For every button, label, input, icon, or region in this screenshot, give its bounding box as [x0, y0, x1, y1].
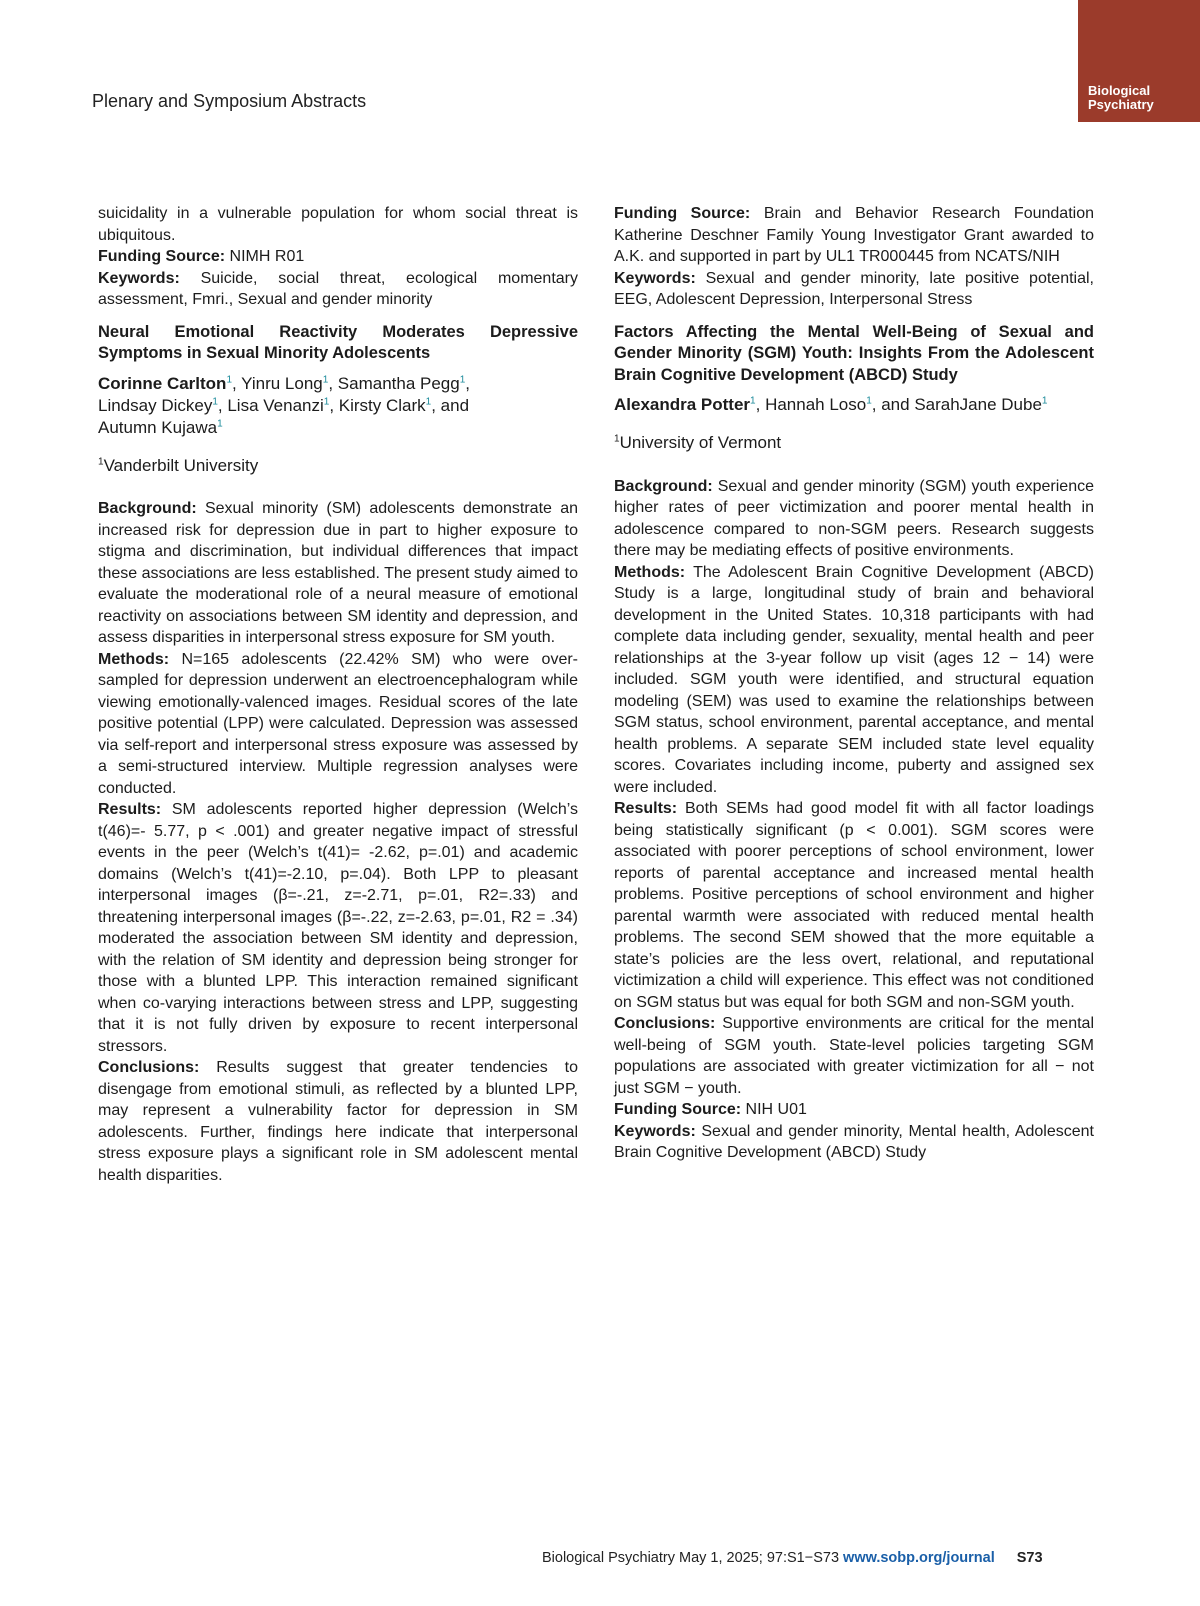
journal-logo-line1: Biological	[1088, 83, 1151, 98]
abstract-title: Factors Affecting the Mental Well-Being of Sexual and Gender Minority (SGM) Youth: Insights From the Adolescent Brain Cognitive Development (ABCD) Study	[614, 322, 1094, 384]
author-affiliation-sup: 1	[750, 395, 756, 407]
affiliation-name: University of Vermont	[619, 433, 782, 452]
keywords-text: Suicide, social threat, ecological momentary assessment, Fmri., Sexual and gender minority	[98, 269, 578, 308]
background-label: Background:	[98, 500, 197, 517]
results-text: Both SEMs had good model fit with all factor loadings being statistically significant (p < 0.001). SGM scores were associated with poorer perceptions of school environment, lower reports of parental acceptance and increased mental health problems. Positive perceptions of school environment and higher parental warmth were associated with reduced mental health problems. The second SEM showed that the more equitable a state’s policies are the less overt, relational, and reputational victimization a child will experience. This effect was not conditioned on SGM status but was equal for both SGM and non-SGM youth.	[614, 800, 1094, 1011]
author-name: Kirsty Clark	[338, 395, 426, 415]
keywords-label: Keywords:	[614, 269, 696, 287]
results-section	[614, 798, 1094, 1013]
author-separator: , and	[871, 395, 915, 414]
author-separator: ,	[232, 373, 242, 393]
journal-url-link[interactable]: www.sobp.org/journal	[843, 1550, 995, 1566]
conclusions-section	[98, 1057, 578, 1186]
author-separator: , and	[431, 395, 470, 415]
footer-citation: Biological Psychiatry May 1, 2025; 97:S1−S73	[542, 1550, 844, 1566]
author-affiliation-sup: 1	[459, 373, 466, 385]
page-footer	[542, 1550, 1043, 1566]
author-name: Lisa Venanzi	[227, 395, 324, 415]
author-name: Yinru Long	[241, 373, 323, 393]
continued-paragraph: suicidality in a vulnerable population for whom social threat is ubiquitous.	[98, 205, 578, 244]
keywords-text: Sexual and gender minority, late positive potential, EEG, Adolescent Depression, Interpersonal Stress	[614, 269, 1094, 308]
author-affiliation-sup: 1	[322, 373, 329, 385]
funding-text: NIMH R01	[225, 248, 305, 265]
conclusions-label: Conclusions:	[614, 1015, 716, 1032]
affiliation-sup: 1	[98, 455, 104, 467]
methods-section	[614, 562, 1094, 799]
results-section	[98, 799, 578, 1057]
methods-label: Methods:	[614, 563, 686, 581]
journal-logo-line2: Psychiatry	[1088, 97, 1154, 112]
keywords-label: Keywords:	[98, 269, 180, 287]
affiliation-sup: 1	[614, 433, 620, 445]
keywords-label: Keywords:	[614, 1122, 696, 1140]
author-separator: ,	[328, 373, 338, 393]
methods-section	[98, 649, 578, 800]
author-name: Corinne Carlton	[98, 373, 227, 393]
background-text: Sexual and gender minority (SGM) youth experience higher rates of peer victimization and poorer mental health in adolescence compared to non-SGM peers. Research suggests there may be mediating effects of positive environments.	[614, 477, 1094, 559]
results-label: Results:	[98, 801, 162, 818]
conclusions-text: Supportive environments are critical for the mental well-being of SGM youth. State-level policies targeting SGM populations are associated with greater victimization for all − not just SGM − youth.	[614, 1015, 1094, 1097]
page-number: S73	[1016, 1550, 1043, 1566]
background-section	[98, 498, 578, 649]
background-section	[614, 476, 1094, 562]
conclusions-label: Conclusions:	[98, 1059, 200, 1076]
author-affiliation-sup: 1	[217, 417, 223, 429]
keywords	[98, 268, 578, 311]
journal-logo-text	[1088, 84, 1154, 112]
running-header: Plenary and Symposium Abstracts	[92, 91, 367, 111]
author-name: SarahJane Dube	[914, 395, 1042, 414]
funding-source	[614, 203, 1094, 268]
author-affiliation-sup: 1	[866, 395, 872, 407]
author-separator: ,	[465, 373, 470, 393]
right-column	[614, 203, 1094, 1164]
methods-text: N=165 adolescents (22.42% SM) who were over-sampled for depression underwent an electroencephalogram while viewing emotionally-valenced images. Residual scores of the late positive potential (LPP) were calculated. Depression was assessed via self-report and interpersonal stress exposure was assessed by a semi-structured interview. Multiple regression analyses were conducted.	[98, 650, 578, 797]
author-affiliation-sup: 1	[425, 395, 432, 407]
funding-source	[614, 1099, 1094, 1121]
results-text: SM adolescents reported higher depression (Welch’s t(46)=- 5.77, p < .001) and greater negative impact of stressful events in the peer (Welch’s t(41)= -2.62, p=.01) and academic domains (Welch’s t(41)=-2.10, p=.04). Both LPP to pleasant interpersonal images (β=-.21, z=-2.71, p=.01, R2=.33) and threatening interpersonal images (β=-.22, z=-2.63, p=.01, R2 = .34) moderated the association between SM identity and depression, with the relation of SM identity and depression being stronger for those with a blunted LPP. This interaction remained significant when co-varying interactions between stress and LPP, suggesting that it is not fully driven by exposure to recent interpersonal stressors.	[98, 801, 578, 1055]
author-separator: ,	[329, 395, 339, 415]
keywords-text: Sexual and gender minority, Mental health, Adolescent Brain Cognitive Development (ABCD) Study	[614, 1122, 1094, 1161]
author-separator: ,	[217, 395, 228, 415]
abstract-title: Neural Emotional Reactivity Moderates Depressive Symptoms in Sexual Minority Adolescents	[98, 322, 578, 362]
author-list	[614, 394, 1094, 416]
background-label: Background:	[614, 477, 713, 495]
author-affiliation-sup: 1	[226, 373, 233, 385]
results-label: Results:	[614, 800, 678, 817]
funding-text: NIH U01	[741, 1101, 807, 1118]
affiliation	[614, 432, 1094, 454]
conclusions-text: Results suggest that greater tendencies to disengage from emotional stimuli, as reflected by a blunted LPP, may represent a vulnerability factor for depression in SM adolescents. Further, findings here indicate that interpersonal stress exposure plays a significant role in SM adolescent mental health disparities.	[98, 1059, 578, 1184]
author-separator: ,	[755, 395, 766, 414]
methods-text: The Adolescent Brain Cognitive Development (ABCD) Study is a large, longitudinal study of brain and behavioral development in the United States. 10,318 participants with had complete data including gender, sexuality, mental health and peer relationships at the 3-year follow up visit (ages 12 − 14) were included. SGM youth were identified, and structural equation modeling (SEM) was used to examine the relationships between SGM status, school environment, parental acceptance, and mental health problems. A separate SEM included state level equality scores. Covariates including income, puberty and assigned sex were included.	[614, 563, 1094, 796]
funding-text: Brain and Behavior Research Foundation Katherine Deschner Family Young Investigator Grant awarded to A.K. and supported in part by UL1 TR000445 from NCATS/NIH	[614, 205, 1094, 265]
keywords	[614, 1121, 1094, 1164]
author-name: Samantha Pegg	[337, 373, 460, 393]
keywords	[614, 268, 1094, 311]
affiliation	[98, 455, 578, 477]
author-affiliation-sup: 1	[323, 395, 330, 407]
funding-label: Funding Source:	[98, 248, 226, 265]
methods-label: Methods:	[98, 650, 170, 668]
funding-label: Funding Source:	[614, 205, 751, 222]
author-list	[98, 373, 578, 439]
author-name: Lindsay Dickey	[98, 395, 213, 415]
journal-logo-tab	[1078, 0, 1200, 122]
background-text: Sexual minority (SM) adolescents demonstrate an increased risk for depression due in part to higher exposure to stigma and discrimination, but individual differences that impact these associations are less established. The present study aimed to evaluate the moderational role of a neural measure of emotional reactivity on associations between SM identity and depression, and assess disparities in interpersonal stress exposure for SM youth.	[98, 500, 578, 646]
author-affiliation-sup: 1	[1041, 395, 1048, 407]
author-name: Autumn Kujawa	[98, 417, 218, 437]
funding-label: Funding Source:	[614, 1101, 742, 1118]
conclusions-section	[614, 1013, 1094, 1099]
left-column	[98, 203, 578, 1186]
funding-source	[98, 246, 578, 268]
author-name: Alexandra Potter	[614, 395, 751, 414]
author-affiliation-sup: 1	[212, 395, 218, 407]
author-name: Hannah Loso	[765, 395, 867, 414]
affiliation-name: Vanderbilt University	[103, 455, 259, 475]
